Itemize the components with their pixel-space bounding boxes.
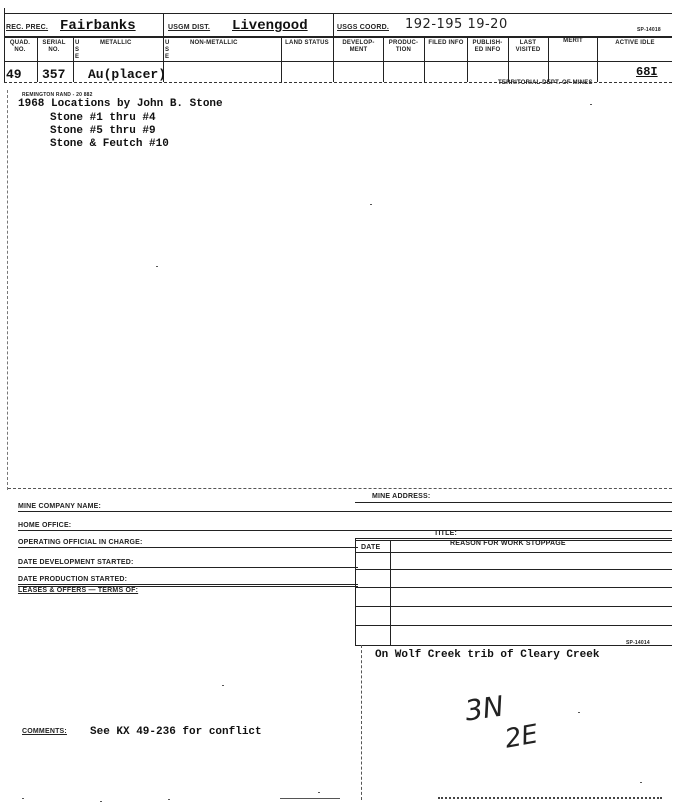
printer-mark: REMINGTON RAND - 20 882 [22,92,93,98]
published-info-header: PUBLISH-ED INFO [472,40,503,53]
production-header: PRODUC-TION [388,40,419,53]
active-idle-header: ACTIVE IDLE [615,40,655,46]
non-metallic-header: NON-METALLIC [190,40,238,46]
metallic-header: METALLIC [100,40,132,46]
quad-no-header: QUAD. NO. [9,40,31,53]
comments-label: COMMENTS: [22,728,67,735]
note-line-4: Stone & Feutch #10 [50,138,169,150]
comments-value: See KX 49-236 for conflict [90,726,262,738]
form-number: SP-14018 [637,27,661,33]
serial-value: 357 [42,67,66,82]
filed-info-header: FILED INFO [428,40,464,46]
form-number-2: SP-14014 [626,640,650,646]
location-note: On Wolf Creek trib of Cleary Creek [375,649,600,661]
mine-address-label: MINE ADDRESS: [372,493,431,500]
leases-offers-label: LEASES & OFFERS — TERMS OF: [18,587,139,594]
date-column-header: DATE [361,544,381,551]
operating-official-label: OPERATING OFFICIAL IN CHARGE: [18,539,143,546]
date-dev-started-label: DATE DEVELOPMENT STARTED: [18,559,134,566]
mine-company-name-label: MINE COMPANY NAME: [18,503,102,510]
note-line-3: Stone #5 thru #9 [50,125,156,137]
merit-header: MERIT [563,38,583,44]
use-code-header: U S E [75,40,80,60]
active-idle-value: 68I [636,65,658,79]
development-header: DEVELOP-MENT [342,40,375,53]
note-line-2: Stone #1 thru #4 [50,112,156,124]
quad-value: 49 [6,67,22,82]
usgs-coord-value: 192-195 19-20 [405,17,508,32]
territorial-dept: TERRITORIAL DEPT. OF MINES [498,80,593,86]
handwritten-range: 2E [502,719,541,755]
date-prod-started-label: DATE PRODUCTION STARTED: [18,576,128,583]
usgm-dist-value: Livengood [232,18,308,34]
serial-no-header: SERIAL NO. [42,40,66,53]
title-label: TITLE: [434,530,457,537]
home-office-label: HOME OFFICE: [18,522,72,529]
rec-prec-value: Fairbanks [60,18,136,34]
rec-prec-label: REC. PREC. [6,24,49,31]
usgs-coord-label: USGS COORD. [337,24,389,31]
use-code-2-header: U S E [165,40,170,60]
land-status-header: LAND STATUS [285,40,329,46]
usgm-dist-label: USGM DIST. [168,24,211,31]
note-line-1: 1968 Locations by John B. Stone [18,98,223,110]
handwritten-township: 3N [462,689,506,728]
reason-column-header: REASON FOR WORK STOPPAGE [450,540,566,547]
last-visited-header: LAST VISITED [515,40,541,53]
commodity-value: Au(placer) [88,67,167,82]
